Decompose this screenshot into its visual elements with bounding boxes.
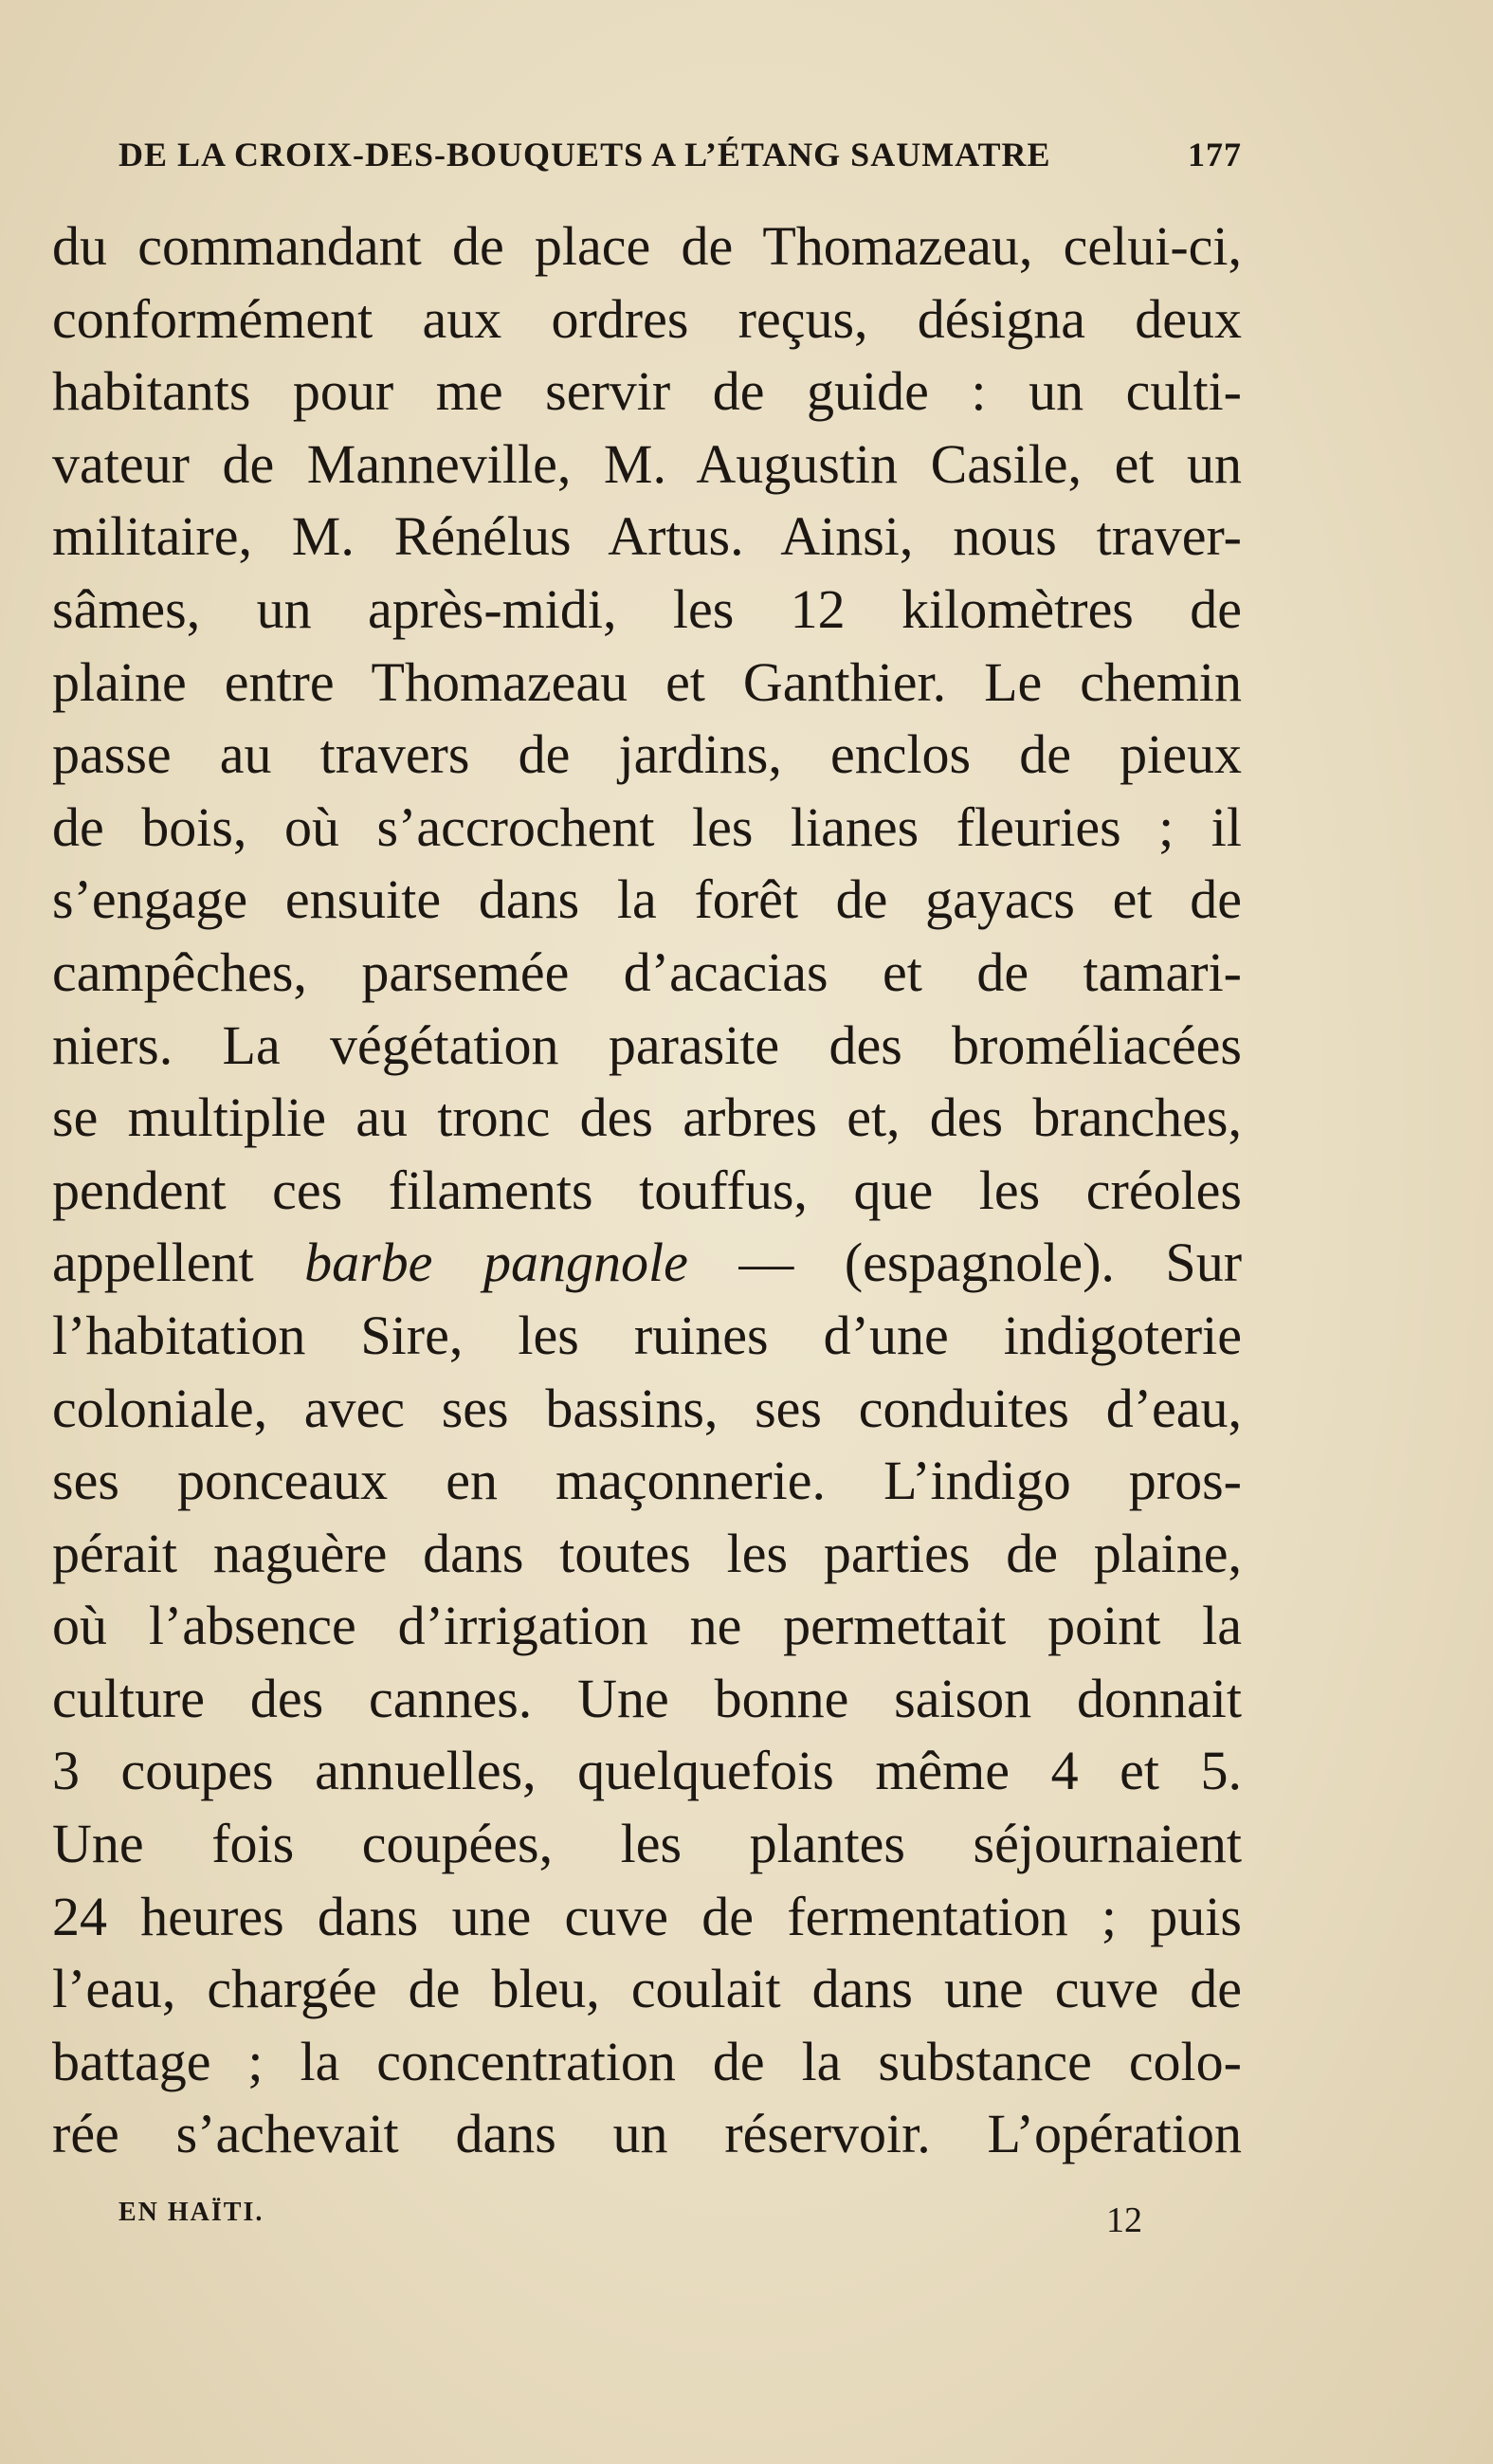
text-line: pendent ces filaments touffus, que les créoles xyxy=(52,1159,1242,1221)
text-line: campêches, parsemée d’acacias et de tamari- xyxy=(52,940,1242,1003)
page-number: 177 xyxy=(1188,136,1242,173)
text-line: du commandant de place de Thomazeau, celui-ci, xyxy=(52,215,1242,277)
body-text xyxy=(52,210,1242,2171)
line-15-after: — (espagnole). Sur xyxy=(687,1232,1243,1294)
text-line: habitants pour me servir de guide : un culti- xyxy=(52,360,1242,423)
text-line: conformément aux ordres reçus, désigna deux xyxy=(52,287,1242,350)
page-footer xyxy=(118,2198,1142,2245)
text-line: passe au travers de jardins, enclos de pieux xyxy=(52,723,1242,786)
text-line: plaine entre Thomazeau et Ganthier. Le chemin xyxy=(52,650,1242,713)
text-line: battage ; la concentration de la substance colo- xyxy=(52,2030,1242,2092)
line-15-before: appellent xyxy=(52,1232,305,1294)
signature-mark: EN HAÏTI. xyxy=(118,2198,264,2227)
text-line: coloniale, avec ses bassins, ses conduites d’eau, xyxy=(52,1377,1242,1439)
text-line: se multiplie au tronc des arbres et, des branches, xyxy=(52,1086,1242,1149)
text-line: sâmes, un après-midi, les 12 kilomètres de xyxy=(52,577,1242,640)
running-title: DE LA CROIX-DES-BOUQUETS A L’ÉTANG SAUMATRE xyxy=(118,136,1051,173)
text-line: 3 coupes annuelles, quelquefois même 4 et 5. xyxy=(52,1740,1242,1802)
text-line: où l’absence d’irrigation ne permettait point la xyxy=(52,1595,1242,1657)
text-line: 24 heures dans une cuve de fermentation ; puis xyxy=(52,1885,1242,1947)
sheet-number: 12 xyxy=(1106,2200,1142,2240)
text-line: militaire, M. Rénélus Artus. Ainsi, nous traver- xyxy=(52,505,1242,568)
text-line: rée s’achevait dans un réservoir. L’opération xyxy=(52,2103,1242,2165)
text-line: de bois, où s’accrochent les lianes fleuries ; il xyxy=(52,795,1242,858)
running-head xyxy=(118,135,1242,182)
text-line: s’engage ensuite dans la forêt de gayacs et de xyxy=(52,868,1242,931)
text-line-with-italic xyxy=(52,1227,1242,1300)
text-line: pérait naguère dans toutes les parties de plaine, xyxy=(52,1522,1242,1584)
text-line: vateur de Manneville, M. Augustin Casile, et un xyxy=(52,432,1242,495)
text-line: l’eau, chargée de bleu, coulait dans une cuve de xyxy=(52,1958,1242,2020)
text-line: ses ponceaux en maçonnerie. L’indigo pros- xyxy=(52,1450,1242,1512)
text-line: l’habitation Sire, les ruines d’une indigoterie xyxy=(52,1304,1242,1366)
text-line: niers. La végétation parasite des broméliacées xyxy=(52,1013,1242,1076)
text-line: Une fois coupées, les plantes séjournaient xyxy=(52,1813,1242,1875)
italic-term: barbe pangnole xyxy=(304,1232,688,1294)
text-line: culture des cannes. Une bonne saison donnait xyxy=(52,1667,1242,1729)
